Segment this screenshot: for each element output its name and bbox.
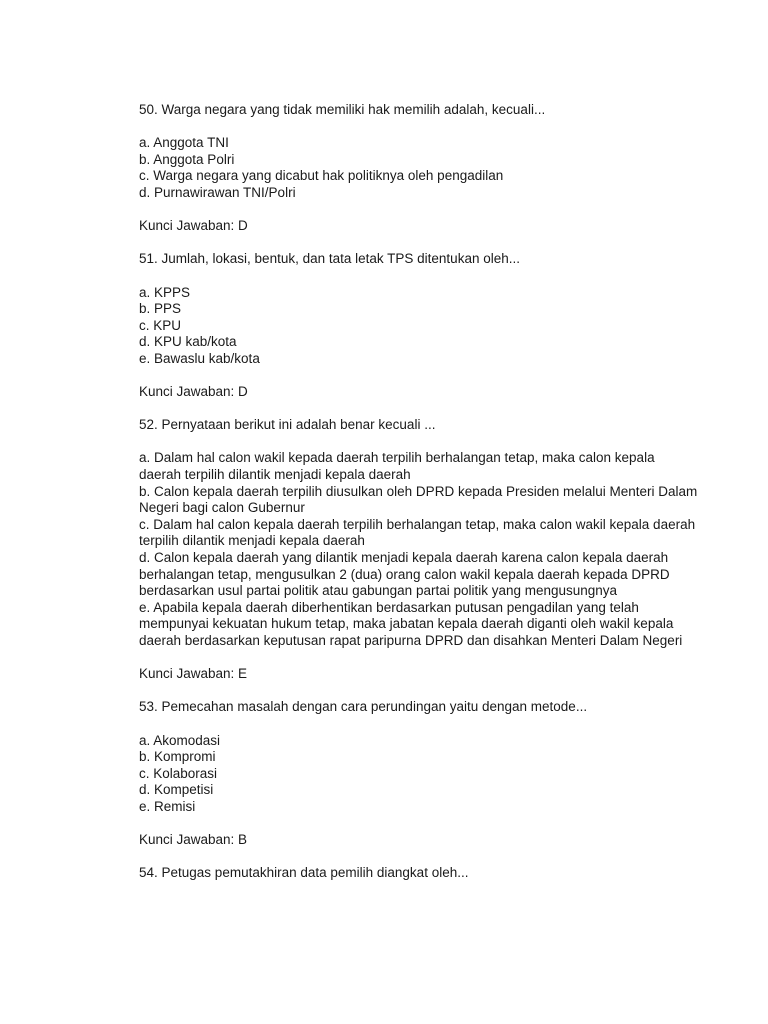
option-list <box>139 135 699 201</box>
option-e: e. Bawaslu kab/kota <box>139 350 260 366</box>
option-e: e. Remisi <box>139 798 196 814</box>
option-e: e. Apabila kepala daerah diberhentikan berdasarkan putusan pengadilan yang telah mempunyai kekuatan hukum tetap, maka jabatan kepala daerah diganti oleh wakil kepala daerah berdasarkan keputusan rapat paripurna DPRD dan disahkan Menteri Dalam Negeri <box>139 599 683 648</box>
option-c: c. Kolaborasi <box>139 765 218 781</box>
question-text: 53. Pemecahan masalah dengan cara perundingan yaitu dengan metode... <box>139 699 588 715</box>
option-b: b. Anggota Polri <box>139 151 235 167</box>
document-page <box>139 102 699 899</box>
question-54 <box>139 865 699 882</box>
question-text: 54. Petugas pemutakhiran data pemilih diangkat oleh... <box>139 865 469 881</box>
option-a: a. Anggota TNI <box>139 135 229 151</box>
question-50 <box>139 102 699 235</box>
option-d: d. Purnawirawan TNI/Polri <box>139 184 296 200</box>
question-52 <box>139 417 699 683</box>
option-c: c. Dalam hal calon kepala daerah terpilih berhalangan tetap, maka calon wakil kepala daerah terpilih dilantik menjadi kepala daerah <box>139 516 696 549</box>
option-a: a. KPPS <box>139 284 191 300</box>
option-a: a. Akomodasi <box>139 732 221 748</box>
option-d: d. Calon kepala daerah yang dilantik menjadi kepala daerah karena calon kepala daerah berhalangan tetap, mengusulkan 2 (dua) orang calon wakil kepala daerah kepada DPRD berdasarkan usul partai politik atau gabungan partai politik yang mengusungnya <box>139 550 670 599</box>
answer-key: Kunci Jawaban: D <box>139 218 248 234</box>
answer-key: Kunci Jawaban: D <box>139 384 248 400</box>
option-c: c. Warga negara yang dicabut hak politiknya oleh pengadilan <box>139 168 504 184</box>
option-d: d. Kompetisi <box>139 782 214 798</box>
question-53 <box>139 699 699 848</box>
answer-key: Kunci Jawaban: B <box>139 832 248 848</box>
option-list <box>139 450 699 649</box>
option-list <box>139 285 699 368</box>
option-d: d. KPU kab/kota <box>139 334 237 350</box>
question-text: 52. Pernyataan berikut ini adalah benar kecuali ... <box>139 417 436 433</box>
option-b: b. Calon kepala daerah terpilih diusulkan oleh DPRD kepada Presiden melalui Menteri Dalam Negeri bagi calon Gubernur <box>139 483 698 516</box>
answer-key: Kunci Jawaban: E <box>139 666 248 682</box>
option-b: b. Kompromi <box>139 749 216 765</box>
option-b: b. PPS <box>139 301 182 317</box>
option-a: a. Dalam hal calon wakil kepada daerah terpilih berhalangan tetap, maka calon kepala daerah terpilih dilantik menjadi kepala daerah <box>139 450 655 483</box>
question-text: 50. Warga negara yang tidak memiliki hak memilih adalah, kecuali... <box>139 102 546 117</box>
option-list <box>139 733 699 816</box>
option-c: c. KPU <box>139 317 182 333</box>
question-51 <box>139 251 699 400</box>
question-text: 51. Jumlah, lokasi, bentuk, dan tata letak TPS ditentukan oleh... <box>139 251 520 267</box>
